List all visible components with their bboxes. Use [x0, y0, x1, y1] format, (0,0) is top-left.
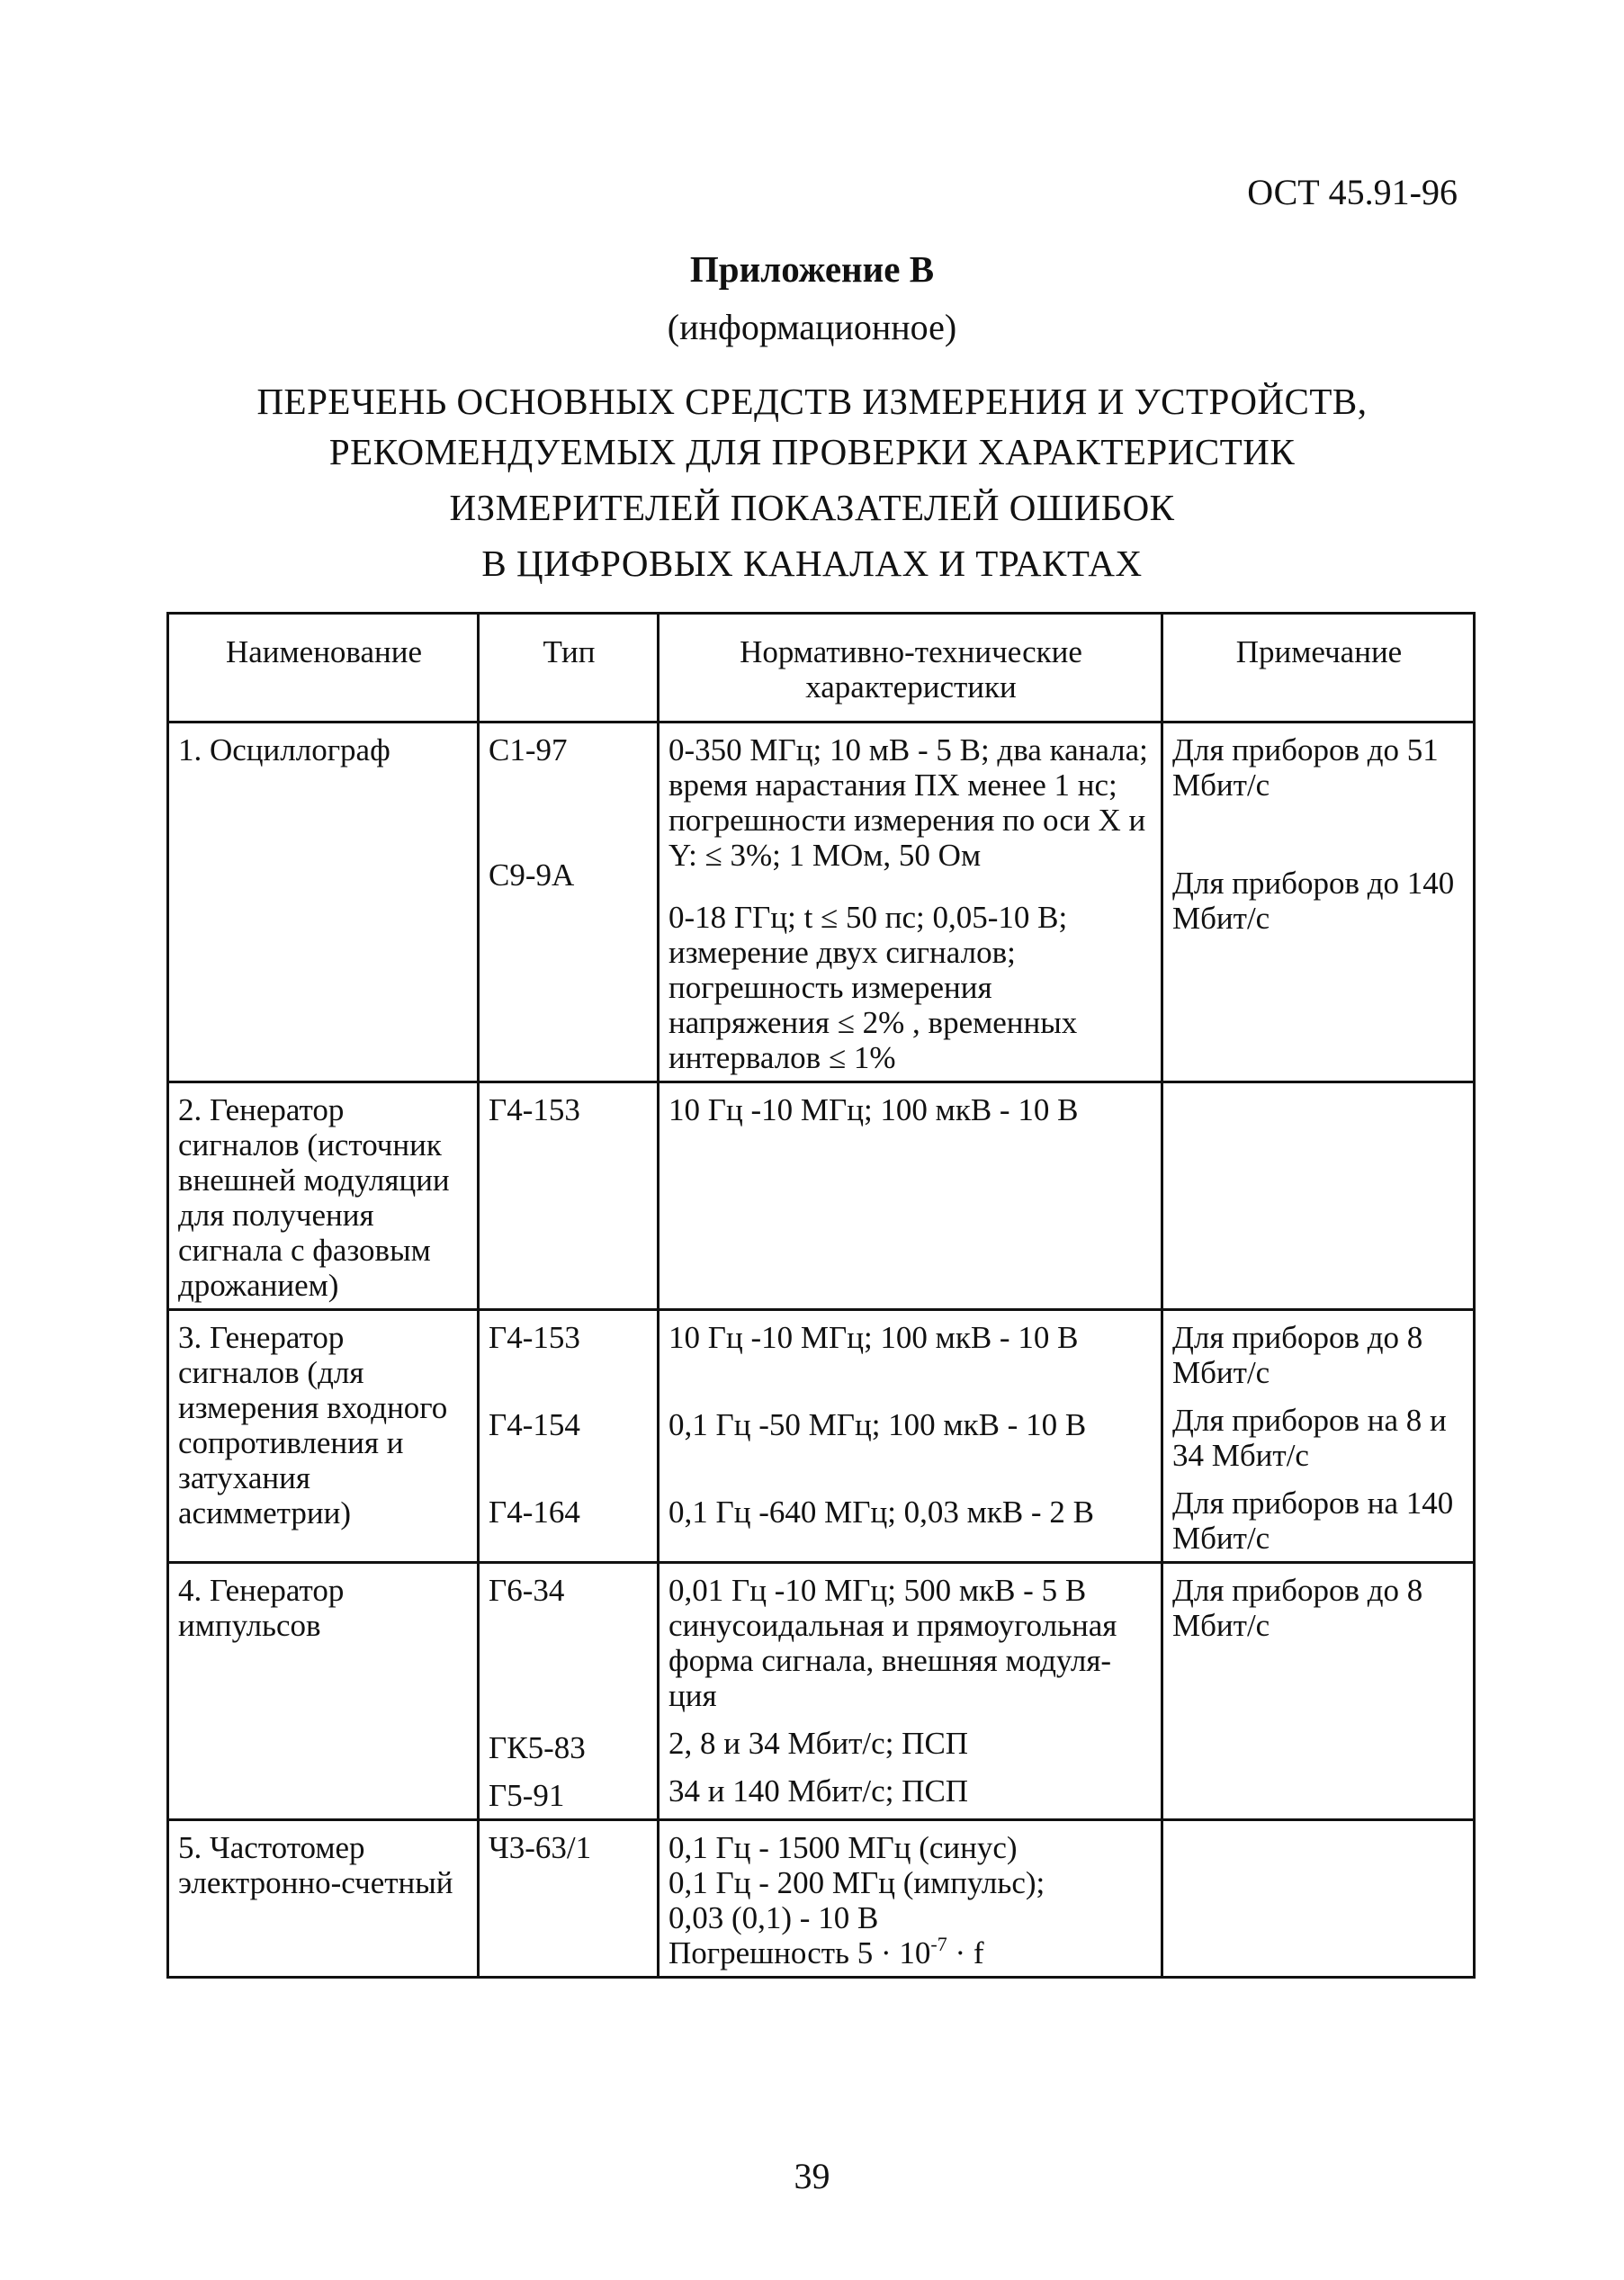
- header-name: Наименование: [168, 614, 479, 723]
- cell-specs: 0,1 Гц - 1500 МГц (синус) 0,1 Гц - 200 МГц (импульс); 0,03 (0,1) - 10 В Погрешность $5 \cdot 10^{-7} \cdot f$: [659, 1820, 1162, 1978]
- page-number: 39: [794, 2156, 830, 2196]
- cell-type: С1-97 С9-9А: [479, 723, 659, 1082]
- cell-name: 1. Осциллограф: [168, 723, 479, 1082]
- table-row: [168, 723, 1475, 1082]
- cell-name: 2. Генератор сигналов (источник внешней модуляции для получения сигнала с фазовым дрожанием): [168, 1082, 479, 1310]
- cell-name: 3. Генератор сигналов (для измерения входного сопротивления и затухания асимметрии): [168, 1310, 479, 1563]
- appendix-title: Приложение В: [689, 248, 935, 290]
- heading-line-2: РЕКОМЕНДУЕМЫХ ДЛЯ ПРОВЕРКИ ХАРАКТЕРИСТИК: [328, 431, 1296, 472]
- header-notes: Примечание: [1162, 614, 1475, 723]
- cell-name: 4. Генератор импульсов: [168, 1563, 479, 1820]
- instruments-table: [166, 612, 1476, 1979]
- cell-specs: 10 Гц -10 МГц; 100 мкВ - 10 В: [659, 1082, 1162, 1310]
- cell-specs: 10 Гц -10 МГц; 100 мкВ - 10 В 0,1 Гц -50 МГц; 100 мкВ - 10 В 0,1 Гц -640 МГц; 0,03 мкВ - 2 В: [659, 1310, 1162, 1563]
- appendix-type: (информационное): [667, 307, 957, 347]
- header-specs: Нормативно-технические характеристики: [659, 614, 1162, 723]
- cell-type: Ч3-63/1: [479, 1820, 659, 1978]
- cell-notes: [1162, 1082, 1475, 1310]
- heading-line-3: ИЗМЕРИТЕЛЕЙ ПОКАЗАТЕЛЕЙ ОШИБОК: [449, 487, 1175, 528]
- heading-line-1: ПЕРЕЧЕНЬ ОСНОВНЫХ СРЕДСТВ ИЗМЕРЕНИЯ И УСТРОЙСТВ,: [256, 381, 1368, 422]
- cell-notes: [1162, 1820, 1475, 1978]
- table-row: [168, 1563, 1475, 1820]
- cell-notes: Для приборов до 8 Мбит/с Для приборов на 8 и 34 Мбит/с Для приборов на 140 Мбит/с: [1162, 1310, 1475, 1563]
- cell-notes: Для приборов до 8 Мбит/с: [1162, 1563, 1475, 1820]
- cell-specs: 0-350 МГц; 10 мВ - 5 В; два канала; время нарастания ПХ менее 1 нс; погрешности измерения по оси X и Y: ≤ 3%; 1 МОм, 50 Ом 0-18 ГГц; t ≤ 50 пс; 0,05-10 В; измерение двух сигналов; погрешность измерения напряжения ≤ 2% , временных интервалов ≤ 1%: [659, 723, 1162, 1082]
- document-number: ОСТ 45.91-96: [1247, 172, 1458, 212]
- cell-type: Г6-34 ГК5-83 Г5-91: [479, 1563, 659, 1820]
- cell-specs: 0,01 Гц -10 МГц; 500 мкВ - 5 В синусоидальная и прямоугольная форма сигнала, внешняя модуля-ция 2, 8 и 34 Мбит/с; ПСП 34 и 140 Мбит/с; ПСП: [659, 1563, 1162, 1820]
- heading-line-4: В ЦИФРОВЫХ КАНАЛАХ И ТРАКТАХ: [481, 543, 1143, 584]
- header-type: Тип: [479, 614, 659, 723]
- table-row: [168, 1082, 1475, 1310]
- table-row: [168, 1310, 1475, 1563]
- cell-type: Г4-153 Г4-154 Г4-164: [479, 1310, 659, 1563]
- table-header-row: [168, 614, 1475, 723]
- table-row: [168, 1820, 1475, 1978]
- cell-name: 5. Частотомер электронно-счетный: [168, 1820, 479, 1978]
- cell-notes: Для приборов до 51 Мбит/с Для приборов до 140 Мбит/с: [1162, 723, 1475, 1082]
- cell-type: Г4-153: [479, 1082, 659, 1310]
